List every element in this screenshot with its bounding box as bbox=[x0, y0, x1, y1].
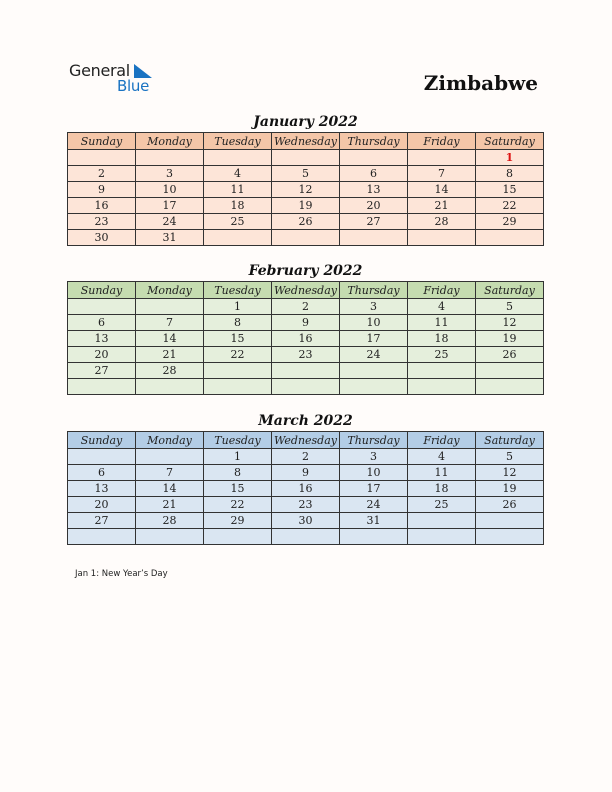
week-row bbox=[68, 529, 544, 545]
day-cell: 5 bbox=[272, 166, 340, 182]
day-cell: 12 bbox=[476, 315, 544, 331]
weekday-header: Wednesday bbox=[272, 432, 340, 449]
weekday-header: Tuesday bbox=[204, 282, 272, 299]
day-cell: 30 bbox=[68, 230, 136, 246]
day-cell: 2 bbox=[272, 449, 340, 465]
weekday-header: Sunday bbox=[68, 133, 136, 150]
week-row bbox=[68, 481, 544, 497]
day-cell: 16 bbox=[68, 198, 136, 214]
day-cell: 21 bbox=[136, 347, 204, 363]
day-cell: 24 bbox=[340, 497, 408, 513]
week-row bbox=[68, 299, 544, 315]
weekday-header: Thursday bbox=[340, 432, 408, 449]
day-cell: 13 bbox=[68, 481, 136, 497]
day-cell: 8 bbox=[476, 166, 544, 182]
day-cell bbox=[136, 299, 204, 315]
weekday-header: Monday bbox=[136, 133, 204, 150]
day-cell: 15 bbox=[204, 331, 272, 347]
day-cell: 9 bbox=[68, 182, 136, 198]
day-cell bbox=[68, 529, 136, 545]
week-row bbox=[68, 230, 544, 246]
day-cell: 18 bbox=[408, 481, 476, 497]
day-cell: 29 bbox=[204, 513, 272, 529]
day-cell: 14 bbox=[136, 331, 204, 347]
weekday-header: Wednesday bbox=[272, 282, 340, 299]
day-cell: 15 bbox=[204, 481, 272, 497]
day-cell: 18 bbox=[408, 331, 476, 347]
day-cell: 27 bbox=[68, 513, 136, 529]
day-cell: 22 bbox=[204, 347, 272, 363]
week-row bbox=[68, 363, 544, 379]
day-cell bbox=[408, 150, 476, 166]
day-cell bbox=[340, 363, 408, 379]
weekday-header: Sunday bbox=[68, 432, 136, 449]
day-cell: 1 bbox=[476, 150, 544, 166]
day-cell bbox=[68, 299, 136, 315]
day-cell: 31 bbox=[136, 230, 204, 246]
day-cell: 11 bbox=[204, 182, 272, 198]
calendar-table bbox=[67, 431, 544, 545]
day-cell: 6 bbox=[68, 315, 136, 331]
day-cell: 8 bbox=[204, 465, 272, 481]
day-cell: 8 bbox=[204, 315, 272, 331]
day-cell: 22 bbox=[476, 198, 544, 214]
day-cell: 20 bbox=[68, 347, 136, 363]
month-february bbox=[67, 261, 544, 395]
day-cell bbox=[340, 379, 408, 395]
weekday-header-row bbox=[68, 133, 544, 150]
day-cell: 2 bbox=[272, 299, 340, 315]
weekday-header: Thursday bbox=[340, 282, 408, 299]
day-cell: 25 bbox=[204, 214, 272, 230]
day-cell: 12 bbox=[272, 182, 340, 198]
day-cell: 21 bbox=[408, 198, 476, 214]
day-cell bbox=[408, 363, 476, 379]
day-cell bbox=[204, 379, 272, 395]
week-row bbox=[68, 214, 544, 230]
day-cell bbox=[136, 150, 204, 166]
day-cell: 11 bbox=[408, 465, 476, 481]
calendar-table bbox=[67, 281, 544, 395]
day-cell: 4 bbox=[408, 449, 476, 465]
day-cell bbox=[408, 529, 476, 545]
day-cell: 19 bbox=[476, 481, 544, 497]
day-cell bbox=[272, 363, 340, 379]
weekday-header: Monday bbox=[136, 432, 204, 449]
week-row bbox=[68, 449, 544, 465]
day-cell: 19 bbox=[476, 331, 544, 347]
day-cell bbox=[136, 449, 204, 465]
day-cell: 14 bbox=[408, 182, 476, 198]
day-cell: 20 bbox=[340, 198, 408, 214]
day-cell bbox=[272, 379, 340, 395]
day-cell: 3 bbox=[340, 299, 408, 315]
day-cell: 28 bbox=[408, 214, 476, 230]
day-cell: 15 bbox=[476, 182, 544, 198]
holiday-notes: Jan 1: New Year’s Day bbox=[75, 569, 168, 579]
day-cell: 20 bbox=[68, 497, 136, 513]
day-cell: 26 bbox=[476, 347, 544, 363]
day-cell: 10 bbox=[136, 182, 204, 198]
day-cell: 17 bbox=[340, 481, 408, 497]
week-row bbox=[68, 166, 544, 182]
week-row bbox=[68, 315, 544, 331]
day-cell: 25 bbox=[408, 347, 476, 363]
day-cell: 22 bbox=[204, 497, 272, 513]
day-cell: 17 bbox=[136, 198, 204, 214]
day-cell: 18 bbox=[204, 198, 272, 214]
weekday-header: Saturday bbox=[476, 133, 544, 150]
day-cell: 10 bbox=[340, 465, 408, 481]
day-cell: 3 bbox=[136, 166, 204, 182]
weekday-header: Friday bbox=[408, 432, 476, 449]
day-cell bbox=[68, 150, 136, 166]
day-cell: 28 bbox=[136, 513, 204, 529]
day-cell bbox=[340, 529, 408, 545]
week-row bbox=[68, 347, 544, 363]
weekday-header: Tuesday bbox=[204, 432, 272, 449]
calendar-table bbox=[67, 132, 544, 246]
day-cell: 26 bbox=[476, 497, 544, 513]
day-cell: 25 bbox=[408, 497, 476, 513]
day-cell: 13 bbox=[68, 331, 136, 347]
week-row bbox=[68, 150, 544, 166]
day-cell bbox=[340, 230, 408, 246]
day-cell bbox=[204, 150, 272, 166]
logo-blue-text: Blue bbox=[117, 77, 149, 95]
weekday-header-row bbox=[68, 432, 544, 449]
day-cell: 9 bbox=[272, 315, 340, 331]
month-title: January 2022 bbox=[253, 114, 358, 130]
weekday-header: Thursday bbox=[340, 133, 408, 150]
day-cell: 5 bbox=[476, 299, 544, 315]
day-cell: 6 bbox=[340, 166, 408, 182]
day-cell: 5 bbox=[476, 449, 544, 465]
day-cell bbox=[272, 150, 340, 166]
day-cell: 17 bbox=[340, 331, 408, 347]
day-cell: 29 bbox=[476, 214, 544, 230]
day-cell: 23 bbox=[272, 347, 340, 363]
day-cell: 7 bbox=[136, 315, 204, 331]
day-cell: 1 bbox=[204, 449, 272, 465]
day-cell: 1 bbox=[204, 299, 272, 315]
day-cell: 23 bbox=[272, 497, 340, 513]
weekday-header: Wednesday bbox=[272, 133, 340, 150]
week-row bbox=[68, 513, 544, 529]
day-cell: 27 bbox=[340, 214, 408, 230]
week-row bbox=[68, 198, 544, 214]
day-cell: 11 bbox=[408, 315, 476, 331]
week-row bbox=[68, 497, 544, 513]
day-cell bbox=[476, 379, 544, 395]
weekday-header: Friday bbox=[408, 133, 476, 150]
day-cell: 31 bbox=[340, 513, 408, 529]
day-cell: 14 bbox=[136, 481, 204, 497]
day-cell bbox=[476, 363, 544, 379]
day-cell: 23 bbox=[68, 214, 136, 230]
day-cell: 30 bbox=[272, 513, 340, 529]
generalblue-logo bbox=[69, 61, 164, 97]
day-cell: 2 bbox=[68, 166, 136, 182]
month-march bbox=[67, 411, 544, 545]
day-cell: 3 bbox=[340, 449, 408, 465]
weekday-header-row bbox=[68, 282, 544, 299]
day-cell: 9 bbox=[272, 465, 340, 481]
day-cell: 6 bbox=[68, 465, 136, 481]
day-cell bbox=[204, 529, 272, 545]
day-cell: 4 bbox=[204, 166, 272, 182]
day-cell: 24 bbox=[340, 347, 408, 363]
day-cell: 7 bbox=[136, 465, 204, 481]
day-cell: 7 bbox=[408, 166, 476, 182]
day-cell: 21 bbox=[136, 497, 204, 513]
weekday-header: Saturday bbox=[476, 282, 544, 299]
day-cell: 26 bbox=[272, 214, 340, 230]
day-cell bbox=[476, 230, 544, 246]
day-cell: 24 bbox=[136, 214, 204, 230]
day-cell: 19 bbox=[272, 198, 340, 214]
day-cell bbox=[272, 529, 340, 545]
day-cell bbox=[272, 230, 340, 246]
day-cell bbox=[408, 513, 476, 529]
day-cell bbox=[68, 379, 136, 395]
week-row bbox=[68, 379, 544, 395]
week-row bbox=[68, 182, 544, 198]
day-cell: 28 bbox=[136, 363, 204, 379]
day-cell: 4 bbox=[408, 299, 476, 315]
week-row bbox=[68, 465, 544, 481]
day-cell: 16 bbox=[272, 331, 340, 347]
weekday-header: Saturday bbox=[476, 432, 544, 449]
month-title: March 2022 bbox=[258, 413, 353, 429]
logo-general-text: General bbox=[69, 61, 130, 80]
month-january bbox=[67, 112, 544, 246]
day-cell bbox=[136, 379, 204, 395]
day-cell bbox=[204, 230, 272, 246]
day-cell: 13 bbox=[340, 182, 408, 198]
week-row bbox=[68, 331, 544, 347]
weekday-header: Tuesday bbox=[204, 133, 272, 150]
month-title: February 2022 bbox=[248, 263, 363, 279]
weekday-header: Friday bbox=[408, 282, 476, 299]
day-cell bbox=[136, 529, 204, 545]
day-cell bbox=[476, 529, 544, 545]
weekday-header: Monday bbox=[136, 282, 204, 299]
day-cell bbox=[408, 379, 476, 395]
day-cell bbox=[408, 230, 476, 246]
day-cell: 16 bbox=[272, 481, 340, 497]
country-title: Zimbabwe bbox=[423, 71, 538, 95]
weekday-header: Sunday bbox=[68, 282, 136, 299]
day-cell bbox=[476, 513, 544, 529]
day-cell: 12 bbox=[476, 465, 544, 481]
day-cell bbox=[68, 449, 136, 465]
day-cell bbox=[204, 363, 272, 379]
logo-triangle-icon bbox=[134, 64, 152, 78]
day-cell: 27 bbox=[68, 363, 136, 379]
day-cell bbox=[340, 150, 408, 166]
day-cell: 10 bbox=[340, 315, 408, 331]
